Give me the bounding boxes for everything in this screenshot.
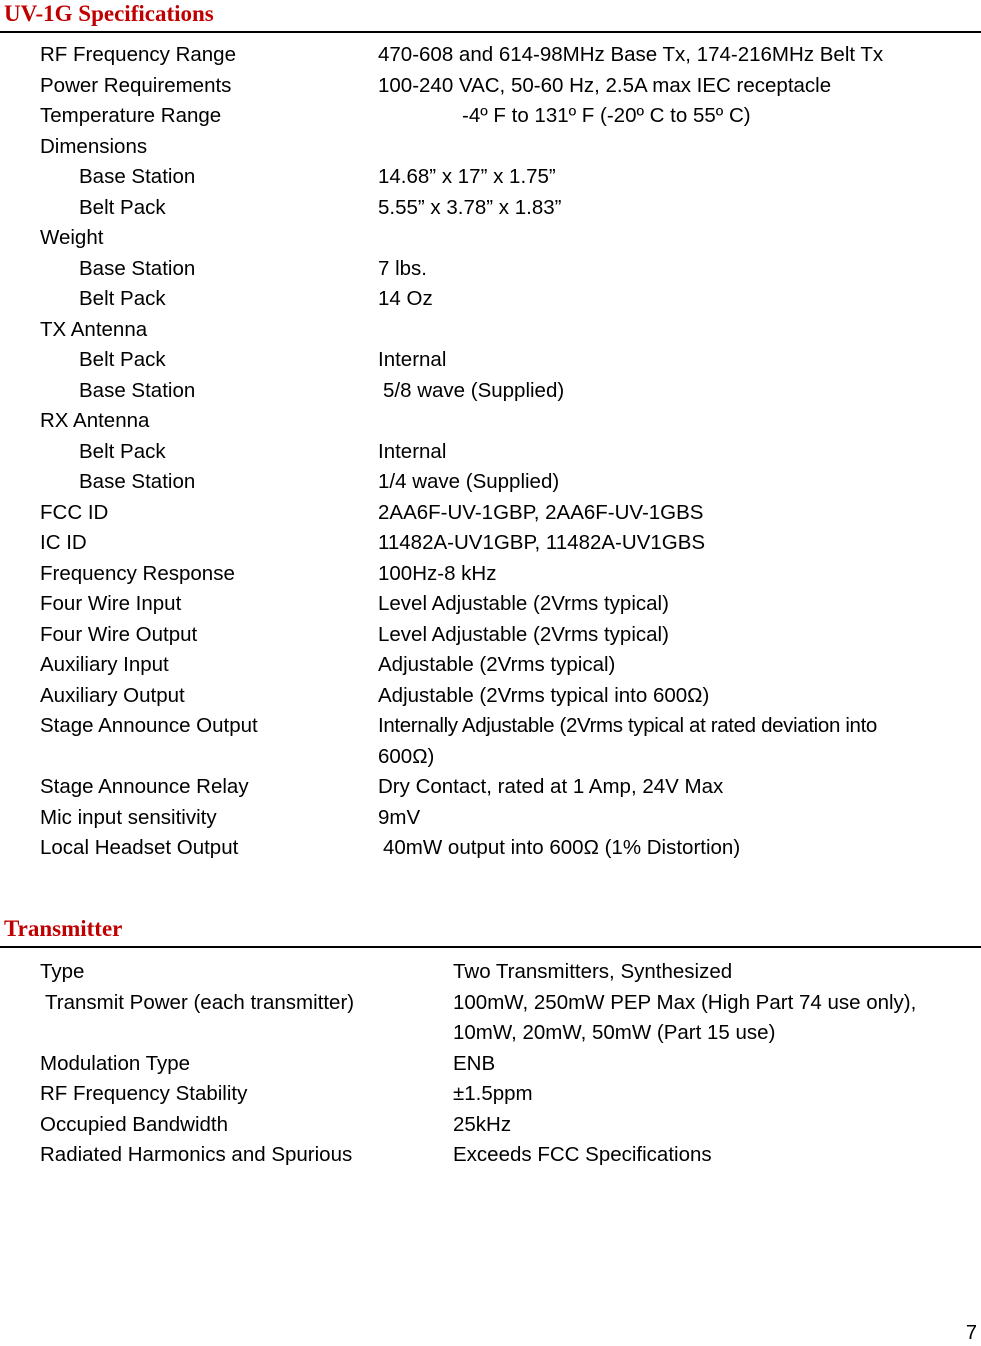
transmitter-value: 25kHz: [453, 1113, 512, 1136]
spec-value: Adjustable (2Vrms typical): [378, 653, 616, 676]
spec-value: Level Adjustable (2Vrms typical): [378, 623, 669, 646]
transmitter-label: Modulation Type: [40, 1052, 191, 1075]
spec-value: 2AA6F-UV-1GBP, 2AA6F-UV-1GBS: [378, 501, 704, 524]
spec-value: Level Adjustable (2Vrms typical): [378, 592, 669, 615]
spec-value: Internally Adjustable (2Vrms typical at rated deviation into: [378, 714, 877, 737]
spec-value: 11482A-UV1GBP, 11482A-UV1GBS: [378, 531, 706, 554]
spec-label: Temperature Range: [40, 104, 222, 127]
transmitter-label: Type: [40, 960, 85, 983]
spec-label: Belt Pack: [79, 348, 166, 371]
transmitter-value: 10mW, 20mW, 50mW (Part 15 use): [453, 1021, 776, 1044]
transmitter-value: Exceeds FCC Specifications: [453, 1143, 712, 1166]
spec-section-title: UV-1G Specifications: [4, 1, 214, 26]
transmitter-label: Transmit Power (each transmitter): [45, 991, 355, 1014]
transmitter-value: 100mW, 250mW PEP Max (High Part 74 use only),: [453, 991, 917, 1014]
spec-value: -4º F to 131º F (-20º C to 55º C): [462, 104, 751, 127]
spec-value: 470-608 and 614-98MHz Base Tx, 174-216MHz Belt Tx: [378, 43, 884, 66]
spec-value: Internal: [378, 440, 447, 463]
spec-label: Mic input sensitivity: [40, 806, 217, 829]
spec-label: Dimensions: [40, 135, 148, 158]
spec-label: Frequency Response: [40, 562, 235, 585]
spec-label: Belt Pack: [79, 196, 166, 219]
spec-label: Four Wire Output: [40, 623, 198, 646]
spec-label: Four Wire Input: [40, 592, 182, 615]
spec-value: 1/4 wave (Supplied): [378, 470, 560, 493]
spec-label: RF Frequency Range: [40, 43, 236, 66]
transmitter-section-title: Transmitter: [4, 916, 123, 941]
spec-label: RX Antenna: [40, 409, 150, 432]
spec-value: 14.68” x 17” x 1.75”: [378, 165, 556, 188]
spec-label: Base Station: [79, 470, 196, 493]
spec-label: Weight: [40, 226, 104, 249]
spec-label: Base Station: [79, 379, 196, 402]
spec-value: 7 lbs.: [378, 257, 427, 280]
spec-value: 5.55” x 3.78” x 1.83”: [378, 196, 562, 219]
spec-value: 9mV: [378, 806, 421, 829]
spec-value: 5/8 wave (Supplied): [383, 379, 565, 402]
spec-value: Dry Contact, rated at 1 Amp, 24V Max: [378, 775, 724, 798]
spec-value: 600Ω): [378, 745, 435, 768]
transmitter-label: RF Frequency Stability: [40, 1082, 248, 1105]
spec-label: Power Requirements: [40, 74, 232, 97]
spec-label: Auxiliary Output: [40, 684, 185, 707]
transmitter-label: Occupied Bandwidth: [40, 1113, 229, 1136]
spec-label: Base Station: [79, 257, 196, 280]
transmitter-value: ENB: [453, 1052, 496, 1075]
spec-value: 100-240 VAC, 50-60 Hz, 2.5A max IEC receptacle: [378, 74, 832, 97]
spec-label: TX Antenna: [40, 318, 148, 341]
transmitter-value: ±1.5ppm: [453, 1082, 533, 1105]
spec-value: Internal: [378, 348, 447, 371]
page-number: 7: [965, 1322, 977, 1344]
spec-label: Stage Announce Output: [40, 714, 258, 737]
spec-value: 14 Oz: [378, 287, 433, 310]
spec-value: 40mW output into 600Ω (1% Distortion): [383, 836, 741, 859]
transmitter-section-header: [0, 915, 981, 948]
spec-label: Auxiliary Input: [40, 653, 169, 676]
spec-label: Base Station: [79, 165, 196, 188]
spec-section-header: [0, 0, 981, 33]
spec-label: Belt Pack: [79, 287, 166, 310]
spec-label: Local Headset Output: [40, 836, 239, 859]
spec-value: Adjustable (2Vrms typical into 600Ω): [378, 684, 710, 707]
transmitter-value: Two Transmitters, Synthesized: [453, 960, 733, 983]
spec-label: FCC ID: [40, 501, 109, 524]
spec-label: IC ID: [40, 531, 87, 554]
spec-label: Belt Pack: [79, 440, 166, 463]
spec-label: Stage Announce Relay: [40, 775, 249, 798]
transmitter-label: Radiated Harmonics and Spurious: [40, 1143, 353, 1166]
spec-value: 100Hz-8 kHz: [378, 562, 497, 585]
